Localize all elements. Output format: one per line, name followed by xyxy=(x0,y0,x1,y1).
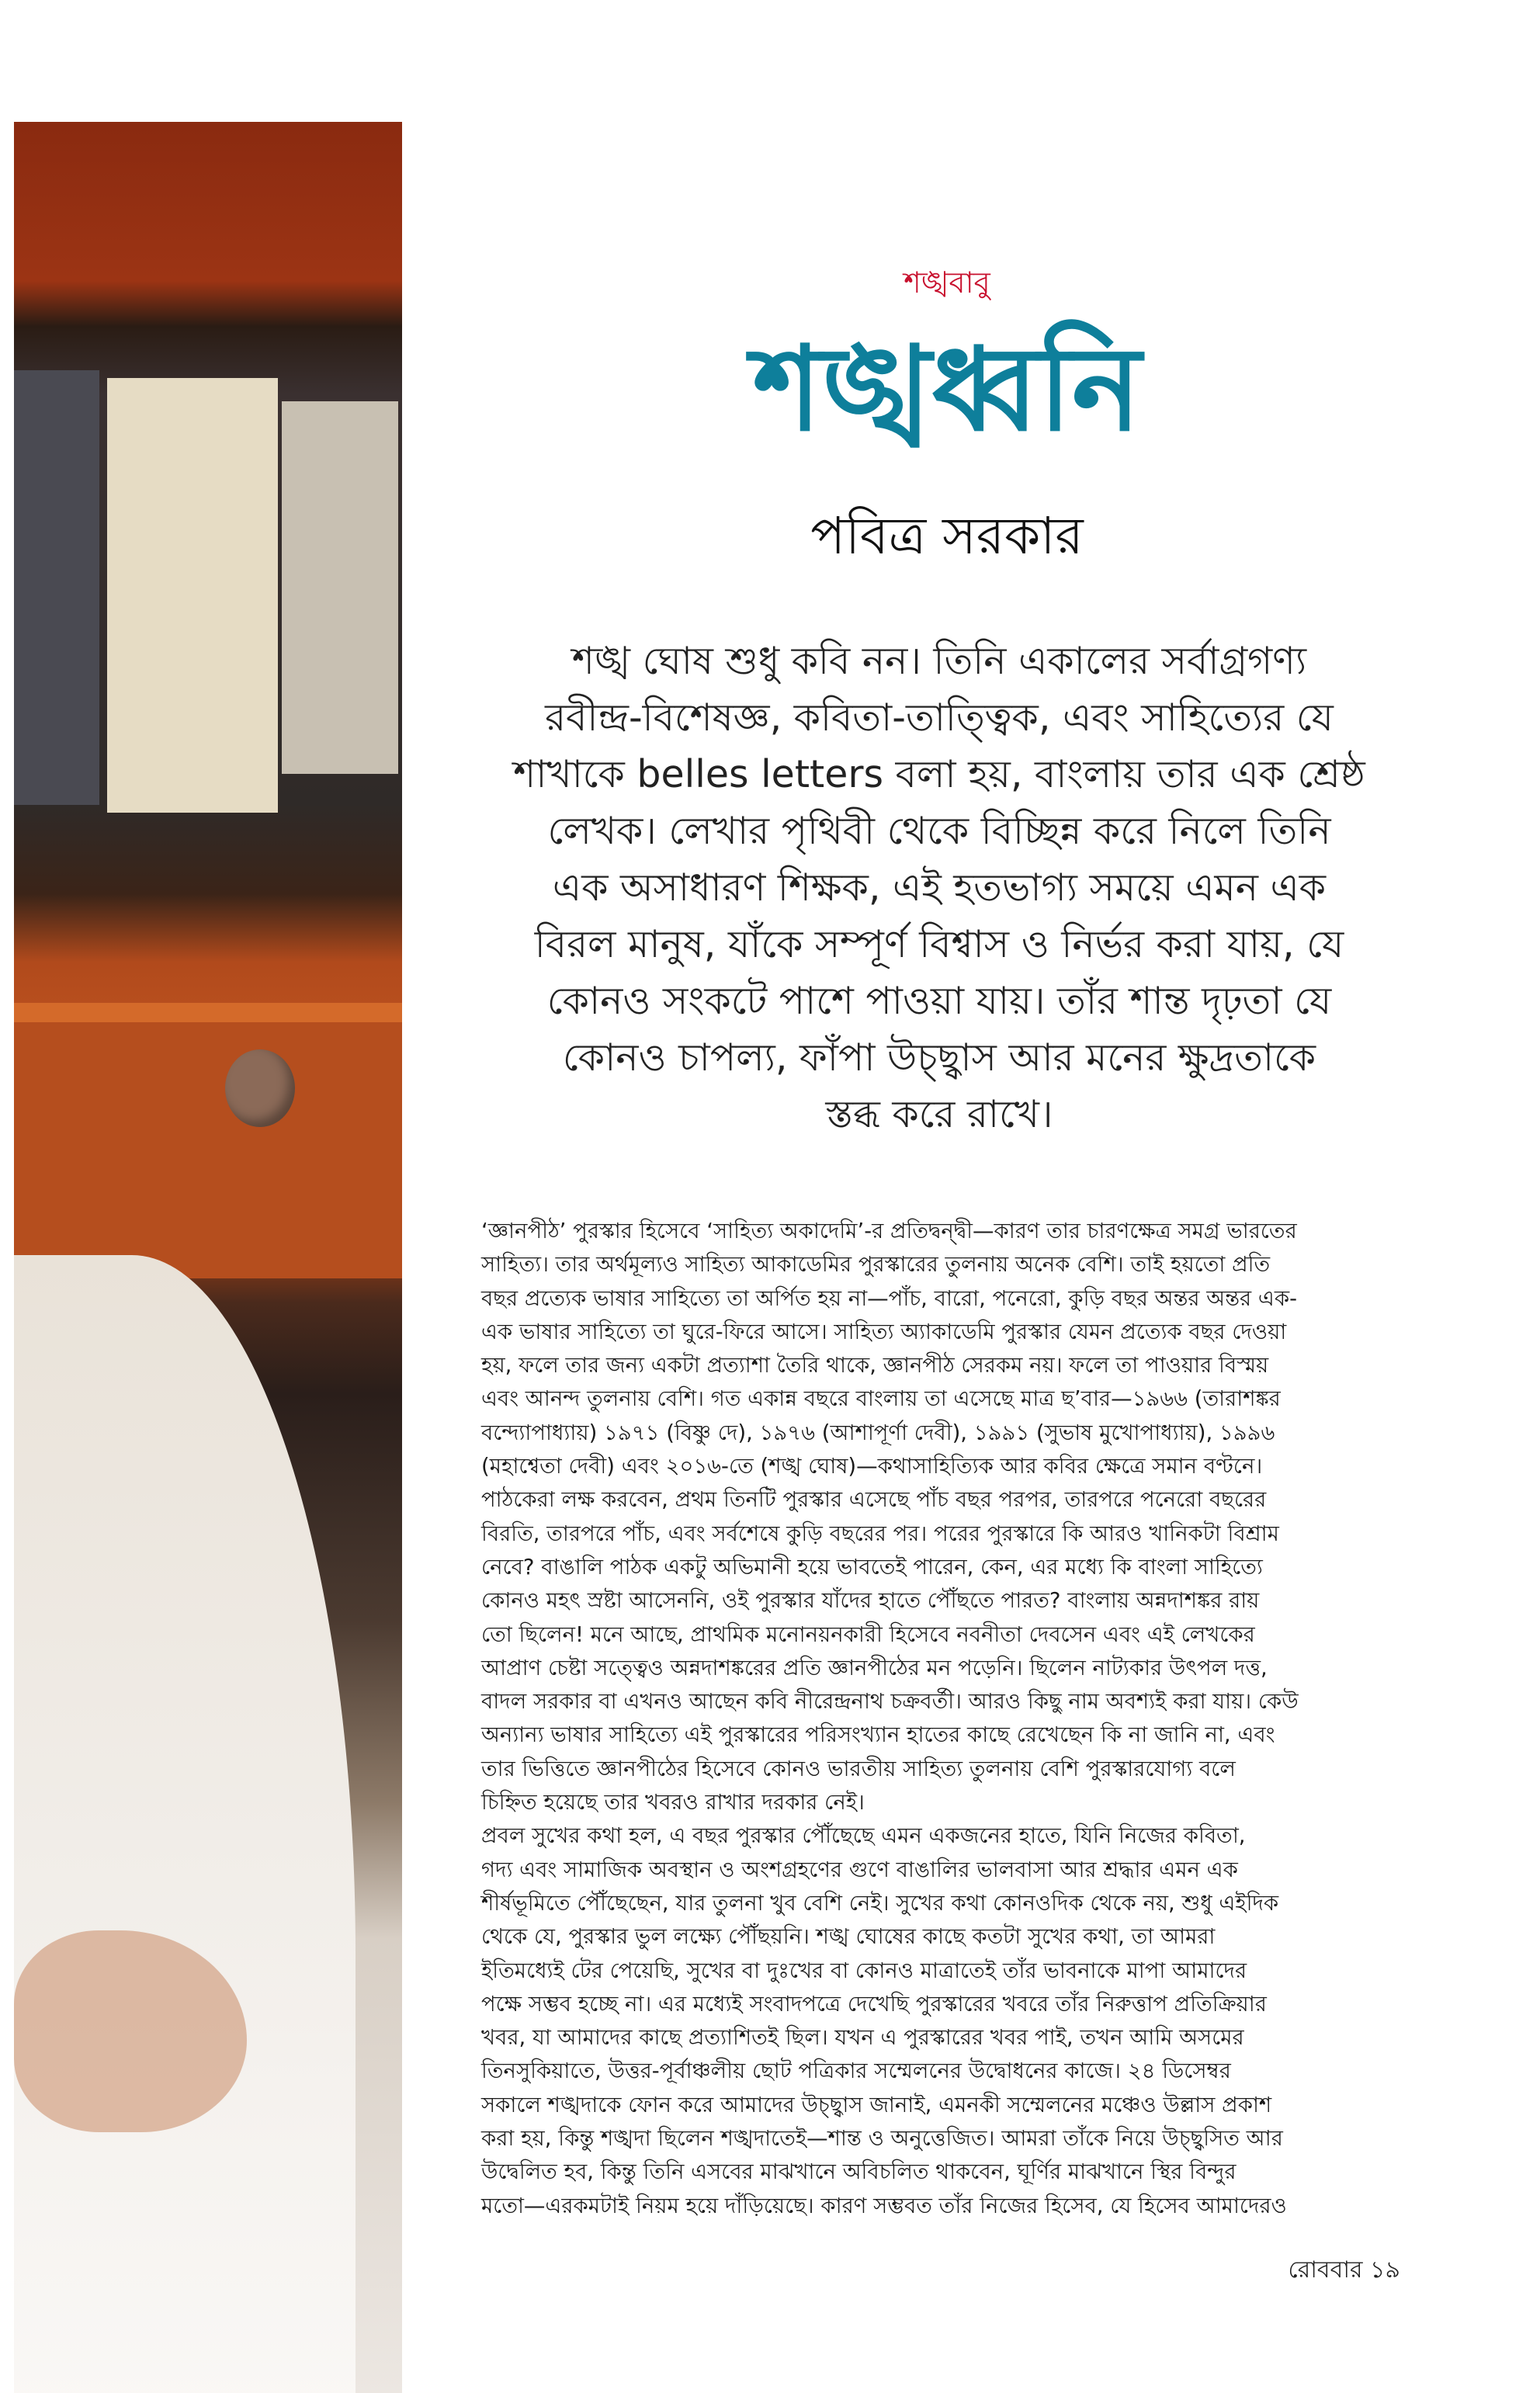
book-spine xyxy=(107,378,278,813)
lede-line: কোনও চাপল্য, ফাঁপা উচ্ছ্বাস আর মনের ক্ষুদ্রতাকে xyxy=(562,1035,1316,1080)
body-line: প্রবল সুখের কথা হল, এ বছর পুরস্কার পৌঁছেছে এমন একজনের হাতে, যিনি নিজের কবিতা, xyxy=(481,1823,1246,1849)
body-line: সাহিত্য। তার অর্থমূল্যও সাহিত্য আকাডেমির পুরস্কারের তুলনায় অনেক বেশি। তাই হয়তো প্রতি xyxy=(481,1252,1271,1278)
body-line: চিহ্নিত হয়েছে তার খবরও রাখার দরকার নেই। xyxy=(481,1790,865,1816)
book-spine xyxy=(282,401,398,774)
body-line: মতো—এরকমটাই নিয়ম হয়ে দাঁড়িয়েছে। কারণ সম্ভবত তাঁর নিজের হিসেব, যে হিসেব আমাদেরও xyxy=(481,2193,1287,2218)
body-line: কোনও মহৎ স্রষ্টা আসেননি, ওই পুরস্কার যাঁদের হাতে পৌঁছতে পারত? বাংলায় অন্নদাশঙ্কর রায় xyxy=(481,1588,1260,1614)
body-line: শীর্ষভূমিতে পৌঁছেছেন, যার তুলনা খুব বেশি নেই। সুখের কথা কোনওদিক থেকে নয়, শুধু এইদিক xyxy=(481,1890,1279,1916)
body-line: বন্দ্যোপাধ্যায়) ১৯৭১ (বিষ্ণু দে), ১৯৭৬ (আশাপূর্ণা দেবী), ১৯৯১ (সুভাষ মুখোপাধ্যায়), ১৯৯৬ xyxy=(481,1420,1275,1445)
article-title: শঙ্খধ্বনি xyxy=(752,322,1142,457)
body-line: হয়, ফলে তার জন্য একটা প্রত্যাশা তৈরি থাকে, জ্ঞানপীঠ সেরকম নয়। ফলে তা পাওয়ার বিস্ময় xyxy=(481,1353,1269,1379)
body-line: তো ছিলেন! মনে আছে, প্রাথমিক মনোনয়নকারী হিসেবে নবনীতা দেবসেন এবং এই লেখকের xyxy=(481,1621,1255,1647)
body-line: পক্ষে সম্ভব হচ্ছে না। এর মধ্যেই সংবাদপত্রে দেখেছি পুরস্কারের খবরে তাঁর নিরুত্তাপ প্রতিক্রিয়ার xyxy=(481,1991,1267,2017)
body-line: এক ভাষার সাহিত্যে তা ঘুরে-ফিরে আসে। সাহিত্য অ্যাকাডেমি পুরস্কার যেমন প্রত্যেক বছর দেওয়া xyxy=(481,1319,1287,1344)
body-line: খবর, যা আমাদের কাছে প্রত্যাশিতই ছিল। যখন এ পুরস্কারের খবর পাই, তখন আমি অসমের xyxy=(481,2025,1244,2051)
book-spine xyxy=(14,370,99,805)
body-line: অন্যান্য ভাষার সাহিত্যে এই পুরস্কারের পরিসংখ্যান হাতের কাছে রেখেছেন কি না জানি না, এবং xyxy=(481,1722,1275,1748)
body-line: ইতিমধ্যেই টের পেয়েছি, সুখের বা দুঃখের বা কোনও মাত্রাতেই তাঁর ভাবনাকে মাপা আমাদের xyxy=(481,1958,1247,1983)
body-line: বিরতি, তারপরে পাঁচ, এবং সর্বশেষে কুড়ি বছরের পর। পরের পুরস্কারে কি আরও খানিকটা বিশ্রাম xyxy=(481,1521,1279,1546)
cover-photo xyxy=(14,122,402,2393)
article-body xyxy=(481,1215,1397,2223)
body-line: (মহাশ্বেতা দেবী) এবং ২০১৬-তে (শঙ্খ ঘোষ)—কথাসাহিত্যিক আর কবির ক্ষেত্রে সমান বণ্টনে। xyxy=(481,1454,1263,1479)
body-line: বাদল সরকার বা এখনও আছেন কবি নীরেন্দ্রনাথ চক্রবর্তী। আরও কিছু নাম অবশ্যই করা যায়। কেউ xyxy=(481,1689,1299,1715)
lede-line: লেখক। লেখার পৃথিবী থেকে বিচ্ছিন্ন করে নিলে তিনি xyxy=(547,809,1331,853)
author-byline: পবিত্র সরকার xyxy=(810,506,1084,566)
body-line: করা হয়, কিন্তু শঙ্খদা ছিলেন শঙ্খদাতেই—শান্ত ও অনুত্তেজিত। আমরা তাঁকে নিয়ে উচ্ছ্বসিত আর xyxy=(481,2126,1283,2152)
body-line: থেকে যে, পুরস্কার ভুল লক্ষ্যে পৌঁছয়নি। শঙ্খ ঘোষের কাছে কতটা সুখের কথা, তা আমরা xyxy=(481,1924,1216,1950)
body-line: সকালে শঙ্খদাকে ফোন করে আমাদের উচ্ছ্বাস জানাই, এমনকী সম্মেলনের মঞ্চেও উল্লাস প্রকাশ xyxy=(481,2092,1272,2117)
body-line: আপ্রাণ চেষ্টা সত্ত্বেও অন্নদাশঙ্করের প্রতি জ্ঞানপীঠের মন পড়েনি। ছিলেন নাট্যকার উৎপল দত্ত, xyxy=(481,1655,1268,1680)
body-line: পাঠকেরা লক্ষ করবেন, প্রথম তিনটি পুরস্কার এসেছে পাঁচ বছর পরপর, তারপরে পনেরো বছরের xyxy=(481,1487,1267,1513)
drawer xyxy=(14,1022,402,1278)
lede-line: শঙ্খ ঘোষ শুধু কবি নন। তিনি একালের সর্বাগ্রগণ্য xyxy=(571,639,1307,683)
lede-line: এক অসাধারণ শিক্ষক, এই হতভাগ্য সময়ে এমন এক xyxy=(552,865,1327,910)
lede-line: শাখাকে belles letters বলা হয়, বাংলায় তার এক শ্রেষ্ঠ xyxy=(513,752,1365,796)
body-line: এবং আনন্দ তুলনায় বেশি। গত একান্ন বছরে বাংলায় তা এসেছে মাত্র ছ’বার—১৯৬৬ (তারাশঙ্কর xyxy=(481,1386,1281,1412)
lede-line: স্তব্ধ করে রাখে। xyxy=(825,1092,1053,1136)
series-label: শঙ্খবাবু xyxy=(904,265,990,300)
page-folio: রোববার ১৯ xyxy=(1288,2256,1400,2284)
body-line: উদ্বেলিত হব, কিন্তু তিনি এসবের মাঝখানে অবিচলিত থাকবেন, ঘূর্ণির মাঝখানে স্থির বিন্দুর xyxy=(481,2159,1237,2185)
body-line: তার ভিত্তিতে জ্ঞানপীঠের হিসেবে কোনও ভারতীয় সাহিত্য তুলনায় বেশি পুরস্কারযোগ্য বলে xyxy=(481,1756,1236,1781)
drawer-knob xyxy=(225,1049,295,1127)
person-figure xyxy=(14,1255,356,2393)
body-line: তিনসুকিয়াতে, উত্তর-পূর্বাঞ্চলীয় ছোট পত্রিকার সম্মেলনের উদ্বোধনের কাজে। ২৪ ডিসেম্বর xyxy=(481,2058,1231,2084)
lede-line: রবীন্দ্র-বিশেষজ্ঞ, কবিতা-তাত্ত্বিক, এবং সাহিত্যের যে xyxy=(545,695,1334,740)
lede-paragraph xyxy=(481,633,1397,1143)
body-line: বছর প্রত্যেক ভাষার সাহিত্যে তা অর্পিত হয় না—পাঁচ, বারো, পনেরো, কুড়ি বছর অন্তর অন্তর এক- xyxy=(481,1285,1298,1311)
body-line: নেবে? বাঙালি পাঠক একটু অভিমানী হয়ে ভাবতেই পারেন, কেন, এর মধ্যে কি বাংলা সাহিত্যে xyxy=(481,1554,1263,1580)
body-line: গদ্য এবং সামাজিক অবস্থান ও অংশগ্রহণের গুণে বাঙালির ভালবাসা আর শ্রদ্ধার এমন এক xyxy=(481,1857,1238,1882)
lede-line: কোনও সংকটে পাশে পাওয়া যায়। তাঁর শান্ত দৃঢ়তা যে xyxy=(546,979,1332,1023)
body-line: ‘জ্ঞানপীঠ’ পুরস্কার হিসেবে ‘সাহিত্য অকাদেমি’-র প্রতিদ্বন্দ্বী—কারণ তার চারণক্ষেত্র সমগ্র ভারতের xyxy=(481,1219,1297,1243)
lede-line: বিরল মানুষ, যাঁকে সম্পূর্ণ বিশ্বাস ও নির্ভর করা যায়, যে xyxy=(534,922,1344,966)
